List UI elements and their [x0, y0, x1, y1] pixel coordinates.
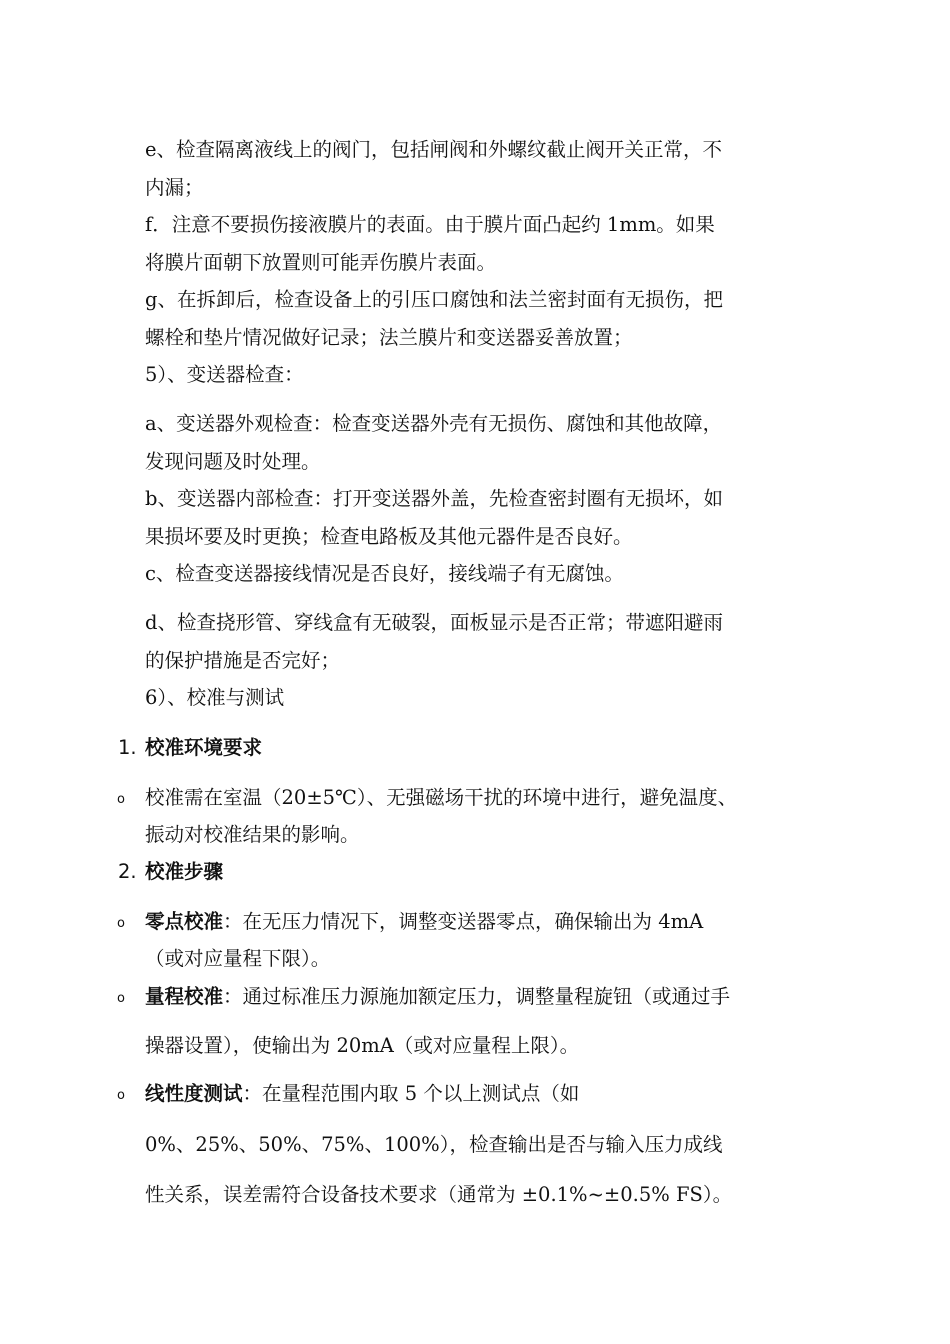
- zero-calibration-text: ：在无压力情况下，调整变送器零点，确保输出为 4mA: [223, 910, 704, 933]
- paragraph-d-line1: d、检查挠形管、穿线盒有无破裂，面板显示是否正常；带遮阳避雨: [145, 611, 723, 634]
- paragraph-g-line1: g、在拆卸后，检查设备上的引压口腐蚀和法兰密封面有无损伤，把: [145, 288, 723, 311]
- linearity-test-line3: 性关系，误差需符合设备技术要求（通常为 ±0.1%~±0.5% FS）。: [145, 1183, 733, 1206]
- bullet-icon: o: [117, 991, 125, 1006]
- linearity-test-line1: [145, 1081, 825, 1107]
- span-calibration-line2: 操器设置），使输出为 20mA（或对应量程上限）。: [145, 1034, 580, 1057]
- paragraph-g-line2: 螺栓和垫片情况做好记录；法兰膜片和变送器妥善放置；: [145, 326, 633, 349]
- section-6-heading: 6）、校准与测试: [145, 686, 285, 709]
- bullet-icon: o: [117, 792, 125, 807]
- span-calibration-text: ：通过标准压力源施加额定压力，调整量程旋钮（或通过手: [223, 985, 731, 1008]
- bullet-icon: o: [117, 1088, 125, 1103]
- item1-text-line1: 校准需在室温（20±5℃）、无强磁场干扰的环境中进行，避免温度、: [145, 786, 738, 809]
- span-calibration-label: 量程校准: [145, 985, 224, 1008]
- item1-text-line2: 振动对校准结果的影响。: [145, 823, 360, 846]
- paragraph-b-line2: 果损坏要及时更换；检查电路板及其他元器件是否良好。: [145, 525, 633, 548]
- zero-calibration-line1: [145, 909, 825, 935]
- paragraph-c-line1: c、检查变送器接线情况是否良好，接线端子有无腐蚀。: [145, 562, 624, 585]
- paragraph-b-line1: b、变送器内部检查：打开变送器外盖，先检查密封圈有无损坏，如: [145, 487, 723, 510]
- section-5-heading: 5）、变送器检查：: [145, 363, 304, 386]
- zero-calibration-line2: （或对应量程下限）。: [145, 947, 331, 970]
- paragraph-a-line2: 发现问题及时处理。: [145, 450, 321, 473]
- list-number-1: 1.: [118, 736, 137, 759]
- span-calibration-line1: [145, 984, 825, 1010]
- paragraph-a-line1: a、变送器外观检查：检查变送器外壳有无损伤、腐蚀和其他故障，: [145, 412, 723, 435]
- linearity-test-line2: 0%、25%、50%、75%、100%），检查输出是否与输入压力成线: [145, 1133, 723, 1156]
- paragraph-e-line2: 内漏；: [145, 176, 204, 199]
- paragraph-d-line2: 的保护措施是否完好；: [145, 649, 341, 672]
- linearity-test-text: ：在量程范围内取 5 个以上测试点（如: [242, 1082, 580, 1105]
- linearity-test-label: 线性度测试: [145, 1082, 243, 1105]
- list-item-2-title: 校准步骤: [145, 860, 224, 883]
- paragraph-e-line1: e、检查隔离液线上的阀门，包括闸阀和外螺纹截止阀开关正常，不: [145, 138, 723, 161]
- list-number-2: 2.: [118, 860, 137, 883]
- bullet-icon: o: [117, 916, 125, 931]
- list-item-1-title: 校准环境要求: [145, 736, 263, 759]
- zero-calibration-label: 零点校准: [145, 910, 224, 933]
- paragraph-f-line1: f．注意不要损伤接液膜片的表面。由于膜片面凸起约 1mm。如果: [145, 213, 715, 236]
- paragraph-f-line2: 将膜片面朝下放置则可能弄伤膜片表面。: [145, 251, 497, 274]
